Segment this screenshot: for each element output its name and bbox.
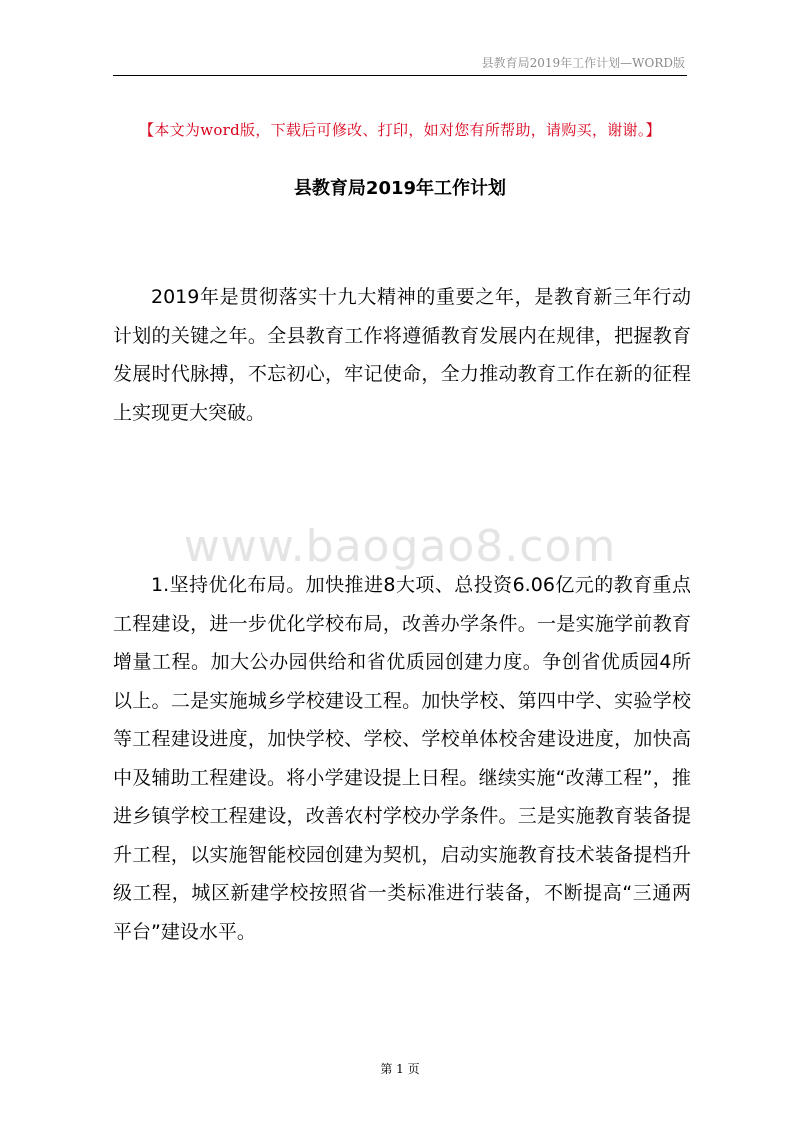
paragraph-layout-optimization: 1.坚持优化布局。加快推进8大项、总投资6.06亿元的教育重点工程建设，进一步优化学校布局，改善办学条件。一是实施学前教育增量工程。加大公办园供给和省优质园创建力度。争创省优质园4所以上。二是实施城乡学校建设工程。加快学校、第四中学、实验学校等工程建设进度，加快学校、学校、学校单体校舍建设进度，加快高中及辅助工程建设。将小学建设提上日程。继续实施“改薄工程”，推进乡镇学校工程建设，改善农村学校办学条件。三是实施教育装备提升工程，以实施智能校园创建为契机，启动实施教育技术装备提档升级工程，城区新建学校按照省一类标准进行装备，不断提高“三通两平台”建设水平。 [113,574,691,943]
document-title: 县教育局2019年工作计划 [293,178,507,199]
header-divider [113,75,687,76]
page-number: 第 1 页 [380,1062,420,1076]
paragraph-intro: 2019年是贯彻落实十九大精神的重要之年，是教育新三年行动计划的关键之年。全县教育工作将遵循教育发展内在规律，把握教育发展时代脉搏，不忘初心，牢记使命，全力推动教育工作在新的征程上实现更大突破。 [113,286,691,424]
watermark: www.baogao8.com [183,521,617,572]
purchase-notice: 【本文为word版，下载后可修改、打印，如对您有所帮助，请购买，谢谢。】 [139,121,661,139]
running-header: 县教育局2019年工作计划—WORD版 [481,56,685,70]
